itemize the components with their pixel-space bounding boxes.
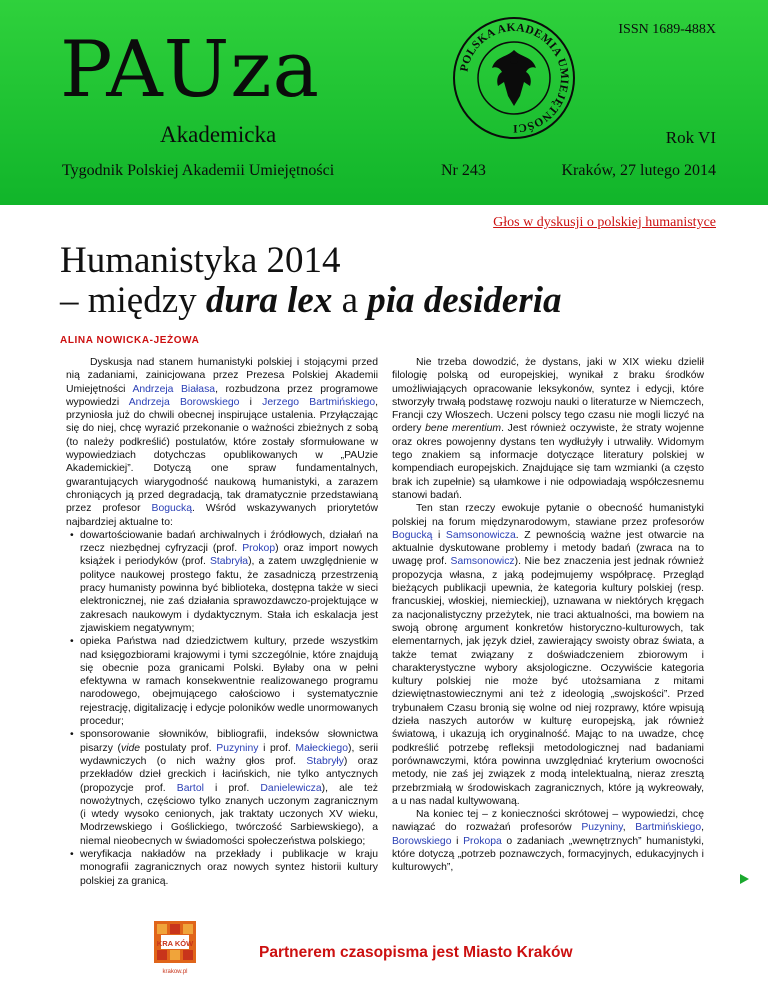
volume-label: Rok VI xyxy=(665,128,716,147)
academy-seal-icon xyxy=(452,16,576,140)
person-link[interactable]: Andrzeja Białasa xyxy=(132,383,216,395)
person-link[interactable]: Bartmińskiego xyxy=(635,822,702,834)
person-link[interactable]: Danielewicza xyxy=(260,782,322,794)
title-middle: a xyxy=(332,280,368,321)
title-italic-2: pia desideria xyxy=(367,280,562,321)
issn: ISSN 1689-488X xyxy=(618,22,716,37)
article-kicker[interactable]: Głos w dyskusji o polskiej humanistyce xyxy=(493,215,716,230)
person-link[interactable]: Samsonowicz xyxy=(450,556,515,568)
title-prefix: – między xyxy=(60,280,206,321)
person-link[interactable]: Andrzeja Borowskiego xyxy=(128,396,240,408)
krakow-city-logo-icon xyxy=(153,920,197,978)
paragraph: Ten stan rzeczy ewokuje pytanie o obecność humanistyki polskiej na forum międzynarodowym, stawiane przez profesorów Bogucką i Samsonowicza. Z pewnością ważne jest otwarcie na aktualnie dyskutowane problemy i metody badań (zwraca na to uwagę prof. Samsonowicz). Nie bez znaczenia jest jednak również propozycja własna, z jaką podejmujemy współpracę. Przegląd bieżących publikacji upewnia, że kategoria kultury polskiej (resp. francuskiej, włoskiej, niemieckiej), uznawana w niektórych kręgach za nacjonalistyczny przeżytek, nie traci aktualności, ma bowiem na swoją obronę argument konkretów historyczno-kulturowych, tak elementarnych, jak język dzieł, zawierający swoisty obraz świata, a także temat związany z doświadczeniem zbiorowym i charakterystyczne wybory aksjologiczne. Oczywiście kategoria kultury polskiej nie może być utożsamiana z mitami dziewiętnastowiecznymi ani też z ideologią „swojskości”. Przed trybunałem Czasu bronią się wolne od niej rozprawy, które wpisują dzieła naszych autorów w kulturę europejską, jak również światową, i ukazują ich oryginalność. Mając to na uwadze, chcę podkreślić potrzebę refleksji metodologicznej nad badaniami porównawczymi, która powinna uwzględniać kryterium owocności metody, nie zaś jej związek z modą intelektualną, nieraz zresztą przebrzmiałą w środowiskach zagranicznych, które ją wykreowały, a u nas nadal kultywowaną. xyxy=(392,503,704,807)
title-italic-1: dura lex xyxy=(205,280,333,321)
list-item: • dowartościowanie badań archiwalnych i źródłowych, działań na rzecz niezbędnej cyfryzacji (prof. Prokop) oraz import nowych książek i periodyków (prof. Stabryła), a zatem uwzględnienie w polityce naukowej prostego faktu, że zasadniczą przestrzenią pracy humanisty powinna być biblioteka, dostępna także w sieci elektronicznej, nie zaś działania sprawozdawczo-projektujące w zakresach naukowym i dydaktycznym. Stała ich eskalacja jest zjawiskiem negatywnym; xyxy=(66,529,378,635)
article-title-line1: Humanistyka 2014 xyxy=(60,240,341,281)
person-link[interactable]: Prokopa xyxy=(463,835,502,847)
article-title-line2 xyxy=(60,280,562,322)
paragraph: Dyskusja nad stanem humanistyki polskiej i stojącymi przed nią zadaniami, zainicjowana przez Prezesa Polskiej Akademii Umiejętności Andrzeja Białasa, rozbudzona przez programowe wypowiedzi Andrzeja Borowskiego i Jerzego Bartmińskiego, przyniosła już do chwili obecnej inspirujące ustalenia. Przyłączając się do niej, chcę wyrazić przekonanie o ważności zbieżnych z sobą (to należy podkreślić) postulatów, które zostały sformułowane w wypowiedziach dotychczas opublikowanych w „PAUzie Akademickiej”. Dotyczą one spraw fundamentalnych, gwarantujących wiarygodność naukową humanistyki, a zarazem chroniących ją przed degradacją, tak dramatycznie przedstawianą przez profesor Bogucką. Wśród wskazywanych priorytetów najbardziej aktualne to: xyxy=(66,357,378,528)
masthead-logo: PAUza xyxy=(60,25,320,115)
paragraph: Na koniec tej – z konieczności skrótowej – wypowiedzi, chcę nawiązać do rozważań profesorów Puzyniny, Bartmińskiego, Borowskiego i Prokopa o zadaniach „wewnętrznych” humanistyki, które dotyczą „potrzeb poznawczych, formacyjnych, edukacyjnych i kulturowych”, xyxy=(392,809,705,874)
person-link[interactable]: Samsonowicza xyxy=(445,529,516,541)
person-link[interactable]: Bogucką xyxy=(392,529,433,541)
seal-text: POLSKA AKADEMIA UMIEJĘTNOŚCI xyxy=(458,21,571,135)
person-link[interactable]: Puzyniny xyxy=(216,742,259,754)
city-logo-url: krakow.pl xyxy=(162,969,188,975)
list-item: • opieka Państwa nad dziedzictwem kultury, przede wszystkim nad księgozbiorami krajowymi i tymi szczególnie, które znajdują się obecnie poza granicami Polski. Byłaby ona w pełni efektywna w ramach konsekwentnie realizowanego programu narodowego, obejmującego całościowo i systematycznie rejestrację, digitalizację i edycje poloników wedle unormowanych procedur; xyxy=(66,635,378,728)
list-item: • sponsorowanie słowników, bibliografii, indeksów słownictwa pisarzy (vide postulaty prof. Puzyniny i prof. Małeckiego), serii wydawniczych (o nich ważny głos prof. Stabryły) oraz przekładów dzieł greckich i łacińskich, nie tylko antycznych (propozycje prof. Bartol i prof. Danielewicza), ale też nowożytnych, częściowo tylko znanych uczonym zagranicznym (i wtedy wysoko cenionych, jak traktaty uczonych XV wieku, Modrzewskiego i Goślickiego, twórczość Sarbiewskiego), a niemal nieobecnych w świadomości społeczeństwa polskiego; xyxy=(66,728,378,848)
paragraph: Nie trzeba dowodzić, że dystans, jaki w XIX wieku dzielił filologię polską od europejskiej, wynikał z braku środków umożliwiających opracowanie leksykonów, syntez i edycji, które stworzyły trwałą podstawę rozwoju nauki o literaturze w Niemczech, Francji czy Włoszech. Uczeni polscy tego czasu nie mogli liczyć na ordery bene merentium. Jest również oczywiste, że straty wojenne oraz okres powojenny dystans ten wydłużyły i utrwaliły. Widomym tego znakiem są informacje dotyczące literatury polskiej w kompendiach europejskich. Znajdujące się tam wzmianki (a często brak ich zupełnie) są ułamkowe i nie odpowiadają współczesnemu stanowi badań. xyxy=(392,357,705,501)
person-link[interactable]: Prokop xyxy=(242,543,276,555)
article-column-left xyxy=(66,356,378,888)
issue-number: Nr 243 xyxy=(441,162,486,179)
masthead-tagline: Tygodnik Polskiej Akademii Umiejętności xyxy=(62,162,335,179)
partner-note: Partnerem czasopisma jest Miasto Kraków xyxy=(259,944,573,961)
person-link[interactable]: Bogucką xyxy=(151,503,192,515)
person-link[interactable]: Małeckiego xyxy=(295,742,348,754)
list-item: • weryfikacja nakładów na przekłady i publikacje w kraju monografii zagranicznych oraz nowych syntez historii kultury polskiej za granicą. xyxy=(66,848,378,888)
person-link[interactable]: Jerzego Bartmińskiego xyxy=(262,396,376,408)
person-link[interactable]: Stabryły xyxy=(306,755,344,767)
person-link[interactable]: Puzyniny xyxy=(581,822,623,834)
masthead-subtitle: Akademicka xyxy=(160,122,277,147)
article-author: ALINA NOWICKA-JEŻOWA xyxy=(60,335,200,346)
issue-date: Kraków, 27 lutego 2014 xyxy=(561,162,716,179)
person-link[interactable]: Bartol xyxy=(176,782,204,794)
article-column-right xyxy=(392,356,704,875)
continue-arrow-icon[interactable] xyxy=(740,874,749,884)
person-link[interactable]: Borowskiego xyxy=(392,835,452,847)
person-link[interactable]: Stabryła xyxy=(209,556,249,568)
masthead xyxy=(0,0,768,205)
priority-list xyxy=(66,529,378,888)
city-logo-text: KRA KÓW xyxy=(156,939,194,948)
